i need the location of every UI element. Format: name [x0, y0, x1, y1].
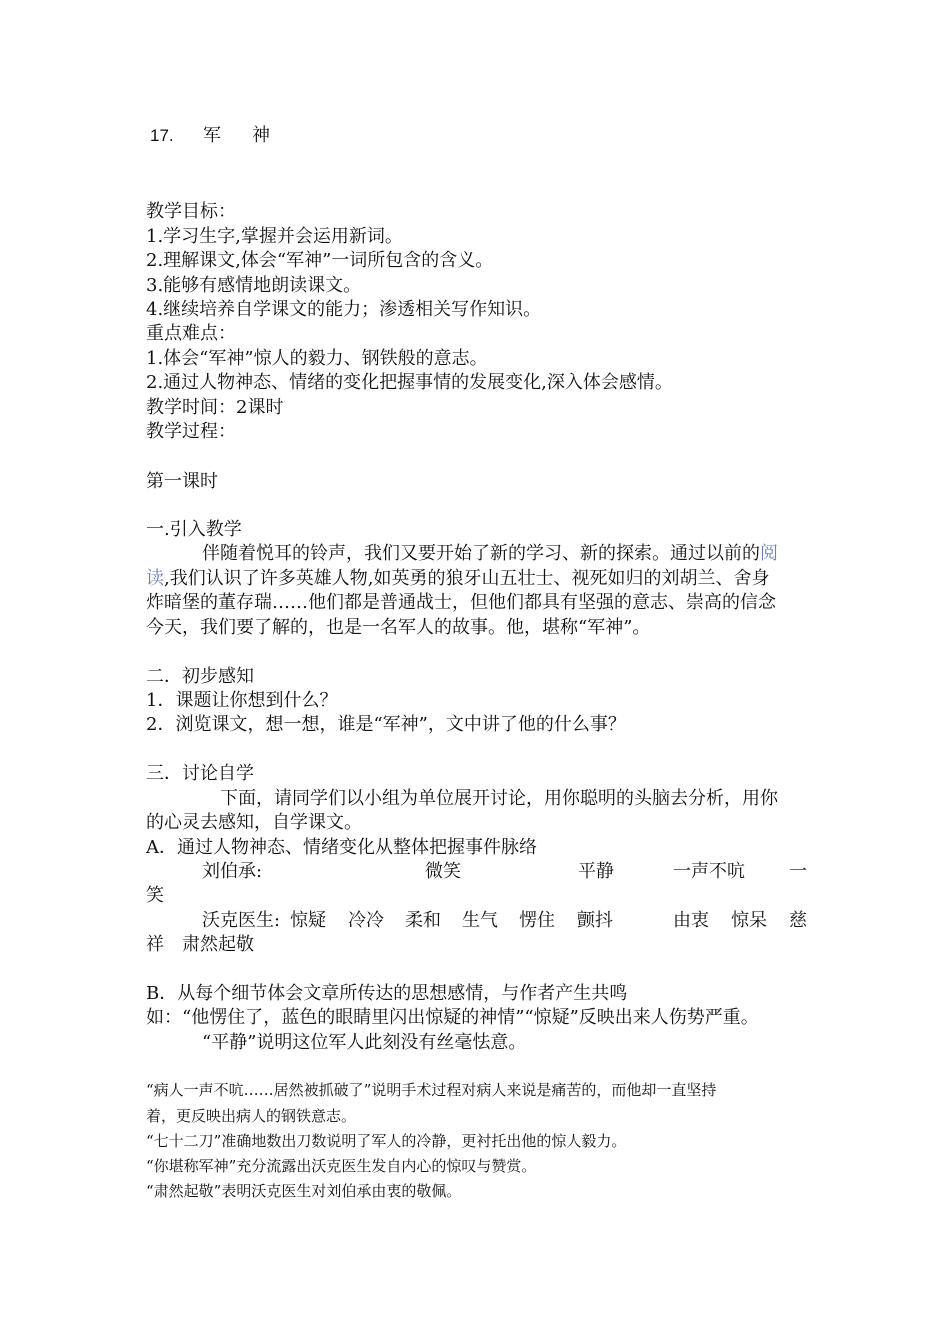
read-link-part: 读 — [146, 568, 164, 589]
goal-item: 3.能够有感情地朗读课文。 — [146, 275, 362, 296]
title-char-1: 军 — [203, 125, 221, 146]
note-line: “你堪称军神”充分流露出沃克医生发自内心的惊叹与赞赏。 — [146, 1157, 537, 1175]
note-line: 着，更反映出病人的钢铁意志。 — [146, 1107, 357, 1125]
goal-item: 2.理解课文,体会“军神”一词所包含的含义。 — [146, 250, 494, 271]
part-b-heading: B．从每个细节体会文章所传达的思想感情，与作者产生共鸣 — [146, 983, 628, 1004]
lesson-heading: 第一课时 — [146, 471, 218, 492]
teaching-time: 教学时间：2课时 — [146, 397, 284, 418]
liu-word: 平静 — [578, 861, 614, 882]
goal-item: 4.继续培养自学课文的能力；渗透相关写作知识。 — [146, 299, 542, 320]
note-line: “肃然起敬”表明沃克医生对刘伯承由衷的敬佩。 — [146, 1182, 462, 1200]
part-b-example: “平静”说明这位军人此刻没有丝毫怯意。 — [202, 1032, 527, 1053]
section1-paragraph: 炸暗堡的董存瑞……他们都是普通战士，但他们都具有坚强的意志、崇高的信念 — [146, 592, 776, 613]
question-item: 1．课题让你想到什么？ — [146, 690, 338, 711]
walker-word: 愣住 — [519, 910, 555, 931]
section3-heading: 三．讨论自学 — [146, 763, 254, 784]
walker-word: 柔和 — [405, 910, 441, 931]
liu-wrap: 笑 — [146, 885, 164, 906]
read-link-part: 阅 — [760, 543, 778, 564]
goal-item: 1.学习生字,掌握并会运用新词。 — [146, 226, 403, 247]
section1-paragraph: 今天，我们要了解的，也是一名军人的故事。他，堪称“军神”。 — [146, 617, 651, 638]
section3-paragraph: 下面，请同学们以小组为单位展开讨论，用你聪明的头脑去分析，用你 — [220, 788, 778, 809]
walker-word: 颤抖 — [577, 910, 613, 931]
walker-word: 由衷 — [673, 910, 709, 931]
liu-word: 微笑 — [425, 861, 461, 882]
walker-word: 惊疑 — [290, 910, 326, 931]
key-point: 1.体会“军神”惊人的毅力、钢铁般的意志。 — [146, 348, 488, 369]
walker-label: 沃克医生: — [202, 910, 281, 931]
liu-word: 一声不吭 — [673, 861, 745, 882]
part-a-heading: A．通过人物神态、情绪变化从整体把握事件脉络 — [146, 837, 537, 858]
goals-heading: 教学目标： — [146, 201, 236, 222]
walker-word: 惊呆 — [731, 910, 767, 931]
key-heading: 重点难点： — [146, 323, 236, 344]
key-point: 2.通过人物神态、情绪的变化把握事情的发展变化,深入体会感情。 — [146, 372, 673, 393]
process-heading: 教学过程： — [146, 421, 236, 442]
section1-paragraph: 伴随着悦耳的铃声，我们又要开始了新的学习、新的探索。通过以前的阅 — [202, 543, 778, 564]
section2-heading: 二．初步感知 — [146, 666, 254, 687]
note-line: “病人一声不吭……居然被抓破了”说明手术过程对病人来说是痛苦的，而他却一直坚持 — [146, 1081, 717, 1099]
walker-wrap: 祥 肃然起敬 — [146, 934, 254, 955]
lesson-number: 17. — [150, 126, 174, 145]
title-char-2: 神 — [252, 125, 270, 146]
section1-heading: 一.引入教学 — [146, 519, 242, 540]
walker-word: 生气 — [462, 910, 498, 931]
walker-word: 冷冷 — [348, 910, 384, 931]
part-b-example: 如：“他愣住了，蓝色的眼睛里闪出惊疑的神情”“惊疑”反映出来人伤势严重。 — [146, 1007, 759, 1028]
section1-paragraph: 读,我们认识了许多英雄人物,如英勇的狼牙山五壮士、视死如归的刘胡兰、舍身 — [146, 568, 770, 589]
liu-word: 一 — [789, 861, 807, 882]
section3-paragraph: 的心灵去感知，自学课文。 — [146, 812, 362, 833]
walker-word: 慈 — [789, 910, 807, 931]
liu-label: 刘伯承: — [202, 861, 263, 882]
note-line: “七十二刀”准确地数出刀数说明了军人的冷静，更衬托出他的惊人毅力。 — [146, 1132, 627, 1150]
question-item: 2．浏览课文，想一想，谁是“军神”，文中讲了他的什么事？ — [146, 714, 626, 735]
